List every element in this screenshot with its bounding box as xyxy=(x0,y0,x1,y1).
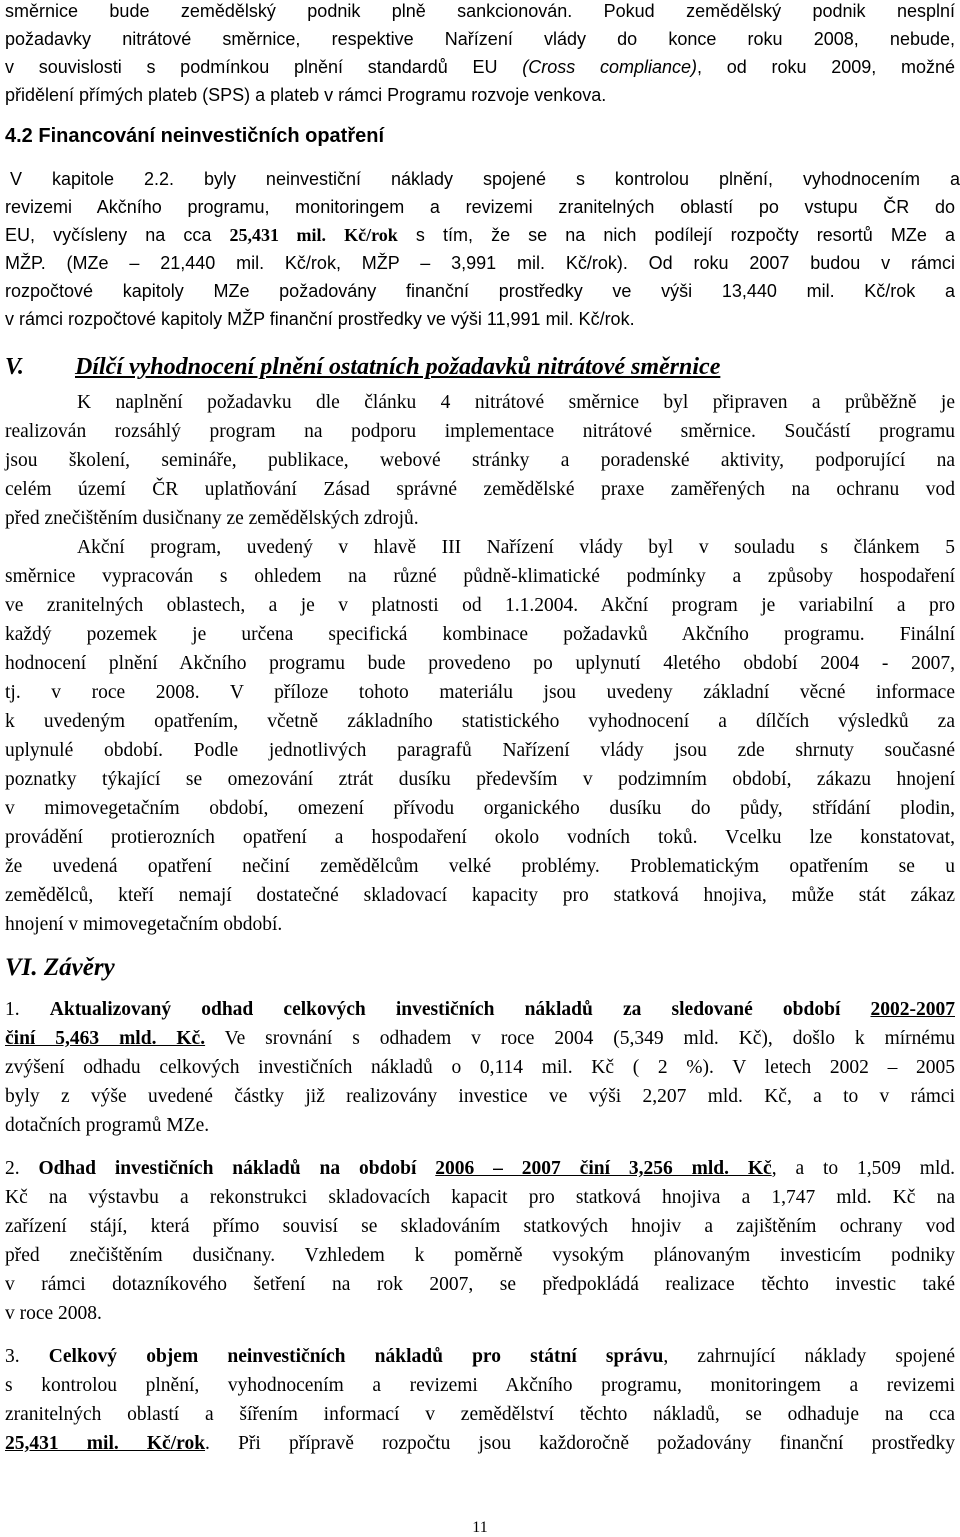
text-line: ve zranitelných oblastech, a je v platnosti od 1.1.2004. Akční program je variabilní a pro xyxy=(5,595,955,616)
text-line: uplynulé období. Podle jednotlivých paragrafů Nařízení vlády jsou zde shrnuty současné xyxy=(5,740,955,761)
text-line: hodnocení plnění Akčního programu bude provedeno po uplynutí 4letého období 2004 - 2007, xyxy=(5,653,955,674)
section-title: Dílčí vyhodnocení plnění ostatních požadavků nitrátové směrnice xyxy=(75,354,721,380)
text-line: provádění protierozních opatření a hospodaření okolo vodních toků. Vcelku lze konstatovat, xyxy=(5,827,955,848)
list-item xyxy=(5,1347,955,1367)
text-line: celém území ČR uplatňování Zásad správné zemědělské praxe zaměřených na ochranu vod xyxy=(5,479,955,500)
text-line: rozpočtové kapitoly MZe požadovány finanční prostředky ve výši 13,440 mil. Kč/rok a xyxy=(5,281,955,301)
text-line: V kapitole 2.2. byly neinvestiční náklady spojené s kontrolou plnění, vyhodnocením a xyxy=(10,169,960,189)
list-number: 1. xyxy=(5,999,50,1020)
text-line: dotačních programů MZe. xyxy=(5,1115,210,1136)
text-span xyxy=(326,225,344,245)
text-line xyxy=(5,58,955,76)
text-span: , a to 1,509 mld. xyxy=(771,1158,955,1179)
text-span: EU, vyčísleny na cca xyxy=(5,225,230,245)
page-number: 11 xyxy=(472,1519,488,1536)
text-line: K naplnění požadavku dle článku 4 nitrátové směrnice byl připraven a průběžně je xyxy=(77,392,955,413)
list-item xyxy=(5,1000,955,1020)
bold-underlined-text: 2006 – 2007 činí 3,256 mld. Kč xyxy=(435,1158,772,1179)
text-line: požadavky nitrátové směrnice, respektive Nařízení vlády do konce roku 2008, nebude, xyxy=(5,29,955,49)
text-line: před znečištěním dusičnany. Vzhledem k poměrně vysokým plánovaným investicím podniky xyxy=(5,1245,955,1266)
text-span: , od roku 2009, možné xyxy=(697,57,955,77)
text-line: že uvedená opatření nečiní zemědělcům velké problémy. Problematickým opatřením se u xyxy=(5,856,955,877)
text-span: Ve srovnání s odhadem v roce 2004 (5,349 mld. Kč), došlo k mírnému xyxy=(205,1028,955,1049)
text-line: Kč na výstavbu a rekonstrukci skladovacích kapacit pro statková hnojiva a 1,747 mld. Kč na xyxy=(5,1187,955,1208)
text-line: před znečištěním dusičnany ze zemědělských zdrojů. xyxy=(5,508,419,529)
text-line: jsou školení, semináře, publikace, webové stránky a poradenské aktivity, podporující na xyxy=(5,450,955,471)
bold-value: Kč/rok xyxy=(344,225,398,245)
list-number: 2. xyxy=(5,1158,39,1179)
text-line: hnojení v mimovegetačním období. xyxy=(5,914,283,935)
text-line: v rámci dotazníkového šetření na rok 2007, se předpokládá realizace těchto investic také xyxy=(5,1274,955,1295)
text-line: v roce 2008. xyxy=(5,1303,102,1324)
section-heading xyxy=(5,355,955,379)
bold-value: 25,431 mil. xyxy=(229,225,327,245)
text-span: . Při přípravě rozpočtu jsou každoročně požadovány finanční prostředky xyxy=(205,1433,956,1454)
bold-text: Aktualizovaný odhad celkových investičních nákladů za sledované období xyxy=(49,999,871,1020)
section-number: V. xyxy=(5,354,24,380)
text-line: každý pozemek je určena specifická kombinace požadavků Akčního programu. Finální xyxy=(5,624,955,645)
text-line xyxy=(5,254,955,272)
bold-underlined-text: 25,431 mil. Kč/rok xyxy=(5,1433,206,1454)
text-line xyxy=(5,1434,955,1454)
text-line: s kontrolou plnění, vyhodnocením a revizemi Akčního programu, monitoringem a revizemi xyxy=(5,1375,955,1396)
italic-term: (Cross compliance) xyxy=(522,57,697,77)
text-span: . (MZe – 21,440 mil. Kč/rok, MŽP – 3,991 mil. Kč/rok). Od roku 2007 budou v rámci xyxy=(40,253,955,273)
text-line: k uvedeným opatřením, včetně základního statistického vyhodnocení a dílčích výsledků za xyxy=(5,711,955,732)
text-span: , zahrnující náklady spojené xyxy=(663,1346,955,1367)
text-line: tj. v roce 2008. V příloze tohoto materiálu jsou uvedeny základní věcné informace xyxy=(5,682,955,703)
text-span: s tím, že se na nich podílejí rozpočty resortů MZe a xyxy=(397,225,955,245)
text-line: realizován rozsáhlý program na podporu implementace nitrátové směrnice. Součástí programu xyxy=(5,421,955,442)
text-line: Akční program, uvedený v hlavě III Nařízení vlády byl v souladu s článkem 5 xyxy=(77,537,955,558)
text-line: zranitelných oblastí a šířením informací v zemědělství těchto nákladů, se odhaduje na cca xyxy=(5,1404,955,1425)
text-line xyxy=(5,1029,955,1049)
bold-text: Celkový objem neinvestičních nákladů pro státní správu xyxy=(48,1346,664,1367)
text-line: zemědělců, kteří nemají dostatečné skladovací kapacity pro statková hnojiva, může stát zákaz xyxy=(5,885,955,906)
text-line: v mimovegetačním období, omezení přívodu organického dusíku do půdy, střídání plodin, xyxy=(5,798,955,819)
text-line: revizemi Akčního programu, monitoringem a revizemi zranitelných oblastí po vstupu ČR do xyxy=(5,197,955,217)
bold-text: Odhad investičních nákladů na období xyxy=(38,1158,436,1179)
section-heading: VI. Závěry xyxy=(5,954,115,981)
text-span: v souvislosti s podmínkou plnění standardů EU xyxy=(5,57,523,77)
list-number: 3. xyxy=(5,1346,49,1367)
text-line: přidělení přímých plateb (SPS) a plateb v rámci Programu rozvoje venkova. xyxy=(5,85,607,105)
list-item xyxy=(5,1159,955,1179)
text-line: směrnice vypracován s ohledem na různé půdně-klimatické podmínky a způsoby hospodaření xyxy=(5,566,955,587)
text-line xyxy=(5,226,955,244)
bold-underlined-text: činí 5,463 mld. Kč. xyxy=(5,1028,206,1049)
text-line: směrnice bude zemědělský podnik plně sankcionován. Pokud zemědělský podnik nesplní xyxy=(5,1,955,21)
text-line: zařízení stájí, která přímo souvisí se skladováním statkových hnojiv a zajištěním ochrany vod xyxy=(5,1216,955,1237)
text-line: v rámci rozpočtové kapitoly MŽP finanční prostředky ve výši 11,991 mil. Kč/rok. xyxy=(5,309,635,329)
section-heading: 4.2 Financování neinvestičních opatření xyxy=(5,125,384,147)
text-span: MŽP xyxy=(5,253,41,273)
text-line: zvýšení odhadu celkových investičních nákladů o 0,114 mil. Kč ( 2 %). V letech 2002 – 2005 xyxy=(5,1057,955,1078)
text-line: poznatky týkající se omezování ztrát dusíku především v podzimním období, zákazu hnojení xyxy=(5,769,955,790)
bold-underlined-text: 2002-2007 xyxy=(870,999,955,1020)
text-line: byly z výše uvedené částky již realizovány investice ve výši 2,207 mld. Kč, a to v rámci xyxy=(5,1086,955,1107)
